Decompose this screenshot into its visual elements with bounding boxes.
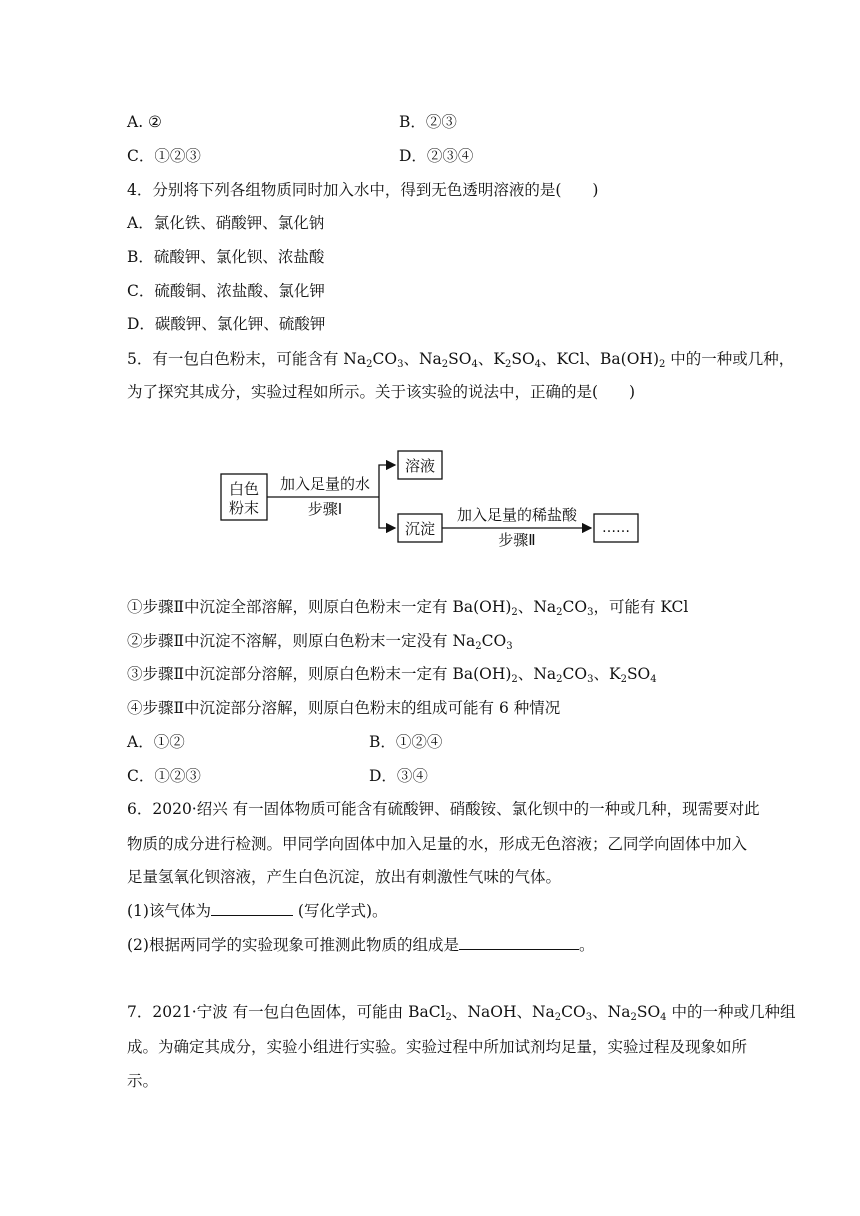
arrow-step1-label: 加入足量的水 (279, 475, 371, 493)
q3-option-a: A. ② (127, 113, 162, 131)
q6-part2: (2)根据两同学的实验现象可推测此物质的组成是 。 (127, 936, 595, 954)
q5-statement-4: ④步骤Ⅱ中沉淀部分溶解，则原白色粉末的组成可能有 6 种情况 (127, 699, 561, 717)
q5-statement-2: ②步骤Ⅱ中沉淀不溶解，则原白色粉末一定没有 $Na_2CO_3$ (127, 632, 513, 652)
q5-option-a: A．①② (127, 733, 185, 751)
q6-stem-line3: 足量氢氧化钡溶液，产生白色沉淀，放出有刺激性气味的气体。 (127, 868, 562, 886)
q4-option-d: D．碳酸钾、氯化钾、硫酸钾 (127, 315, 326, 333)
arrow-step1-step: 步骤Ⅰ (307, 500, 343, 518)
q5-option-b: B．①②④ (369, 733, 443, 751)
q7-stem-line3: 示。 (127, 1072, 159, 1090)
box-white-powder-line1: 白色 (228, 480, 260, 498)
q3-option-b: B．②③ (399, 113, 457, 131)
q6-stem-line1: 6．2020·绍兴 有一固体物质可能含有硫酸钾、硝酸铵、氯化钡中的一种或几种，现需要对此 (127, 800, 760, 818)
q5-option-c: C．①②③ (127, 767, 201, 785)
q5-stem-line1: 5．有一包白色粉末，可能含有 $Na_2CO_3$、$Na_2SO_4$、$K_2SO_4$、KCl、$Ba(OH)_2$ 中的一种或几种， (127, 350, 795, 370)
q6-part1: (1)该气体为 (写化学式)。 (127, 902, 388, 920)
q3-option-c: C．①②③ (127, 147, 201, 165)
q5-option-d: D．③④ (369, 767, 428, 785)
q6-part2-answer-blank[interactable] (459, 935, 579, 950)
arrow-to-precipitate (379, 497, 395, 528)
q4-stem: 4．分别将下列各组物质同时加入水中，得到无色透明溶液的是( ) (127, 181, 599, 199)
arrow-step2-label: 加入足量的稀盐酸 (456, 506, 578, 524)
experiment-flow-diagram (219, 444, 649, 554)
q3-option-d: D．②③④ (399, 147, 474, 165)
q6-stem-line2: 物质的成分进行检测。甲同学向固体中加入足量的水，形成无色溶液；乙同学向固体中加入 (127, 835, 748, 853)
q4-option-b: B．硫酸钾、氯化钡、浓盐酸 (127, 248, 325, 266)
q5-stem-line2: 为了探究其成分，实验过程如所示。关于该实验的说法中，正确的是( ) (127, 383, 636, 401)
q6-part1-answer-blank[interactable] (211, 901, 293, 916)
arrow-to-solution (379, 465, 395, 497)
q5-statement-3: ③步骤Ⅱ中沉淀部分溶解，则原白色粉末一定有 $Ba(OH)_2$、$Na_2CO_3$、$K_2SO_4$ (127, 665, 657, 685)
q4-option-a: A．氯化铁、硝酸钾、氯化钠 (127, 214, 325, 232)
q5-statement-1: ①步骤Ⅱ中沉淀全部溶解，则原白色粉末一定有 $Ba(OH)_2$、$Na_2CO_3$，可能有 KCl (127, 598, 689, 618)
q7-stem-line1: 7．2021·宁波 有一包白色固体，可能由 BaCl$_2$、NaOH、$Na_2CO_3$、$Na_2SO_4$ 中的一种或几种组 (127, 1003, 796, 1023)
arrow-step2-step: 步骤Ⅱ (498, 531, 536, 549)
box-white-powder-line2: 粉末 (228, 499, 260, 517)
box-end-label: …… (602, 520, 630, 536)
q7-stem-line2: 成。为确定其成分，实验小组进行实验。实验过程中所加试剂均足量，实验过程及现象如所 (127, 1038, 748, 1056)
q4-option-c: C．硫酸铜、浓盐酸、氯化钾 (127, 282, 325, 300)
box-solution-label: 溶液 (404, 457, 436, 475)
box-precipitate-label: 沉淀 (404, 520, 436, 538)
